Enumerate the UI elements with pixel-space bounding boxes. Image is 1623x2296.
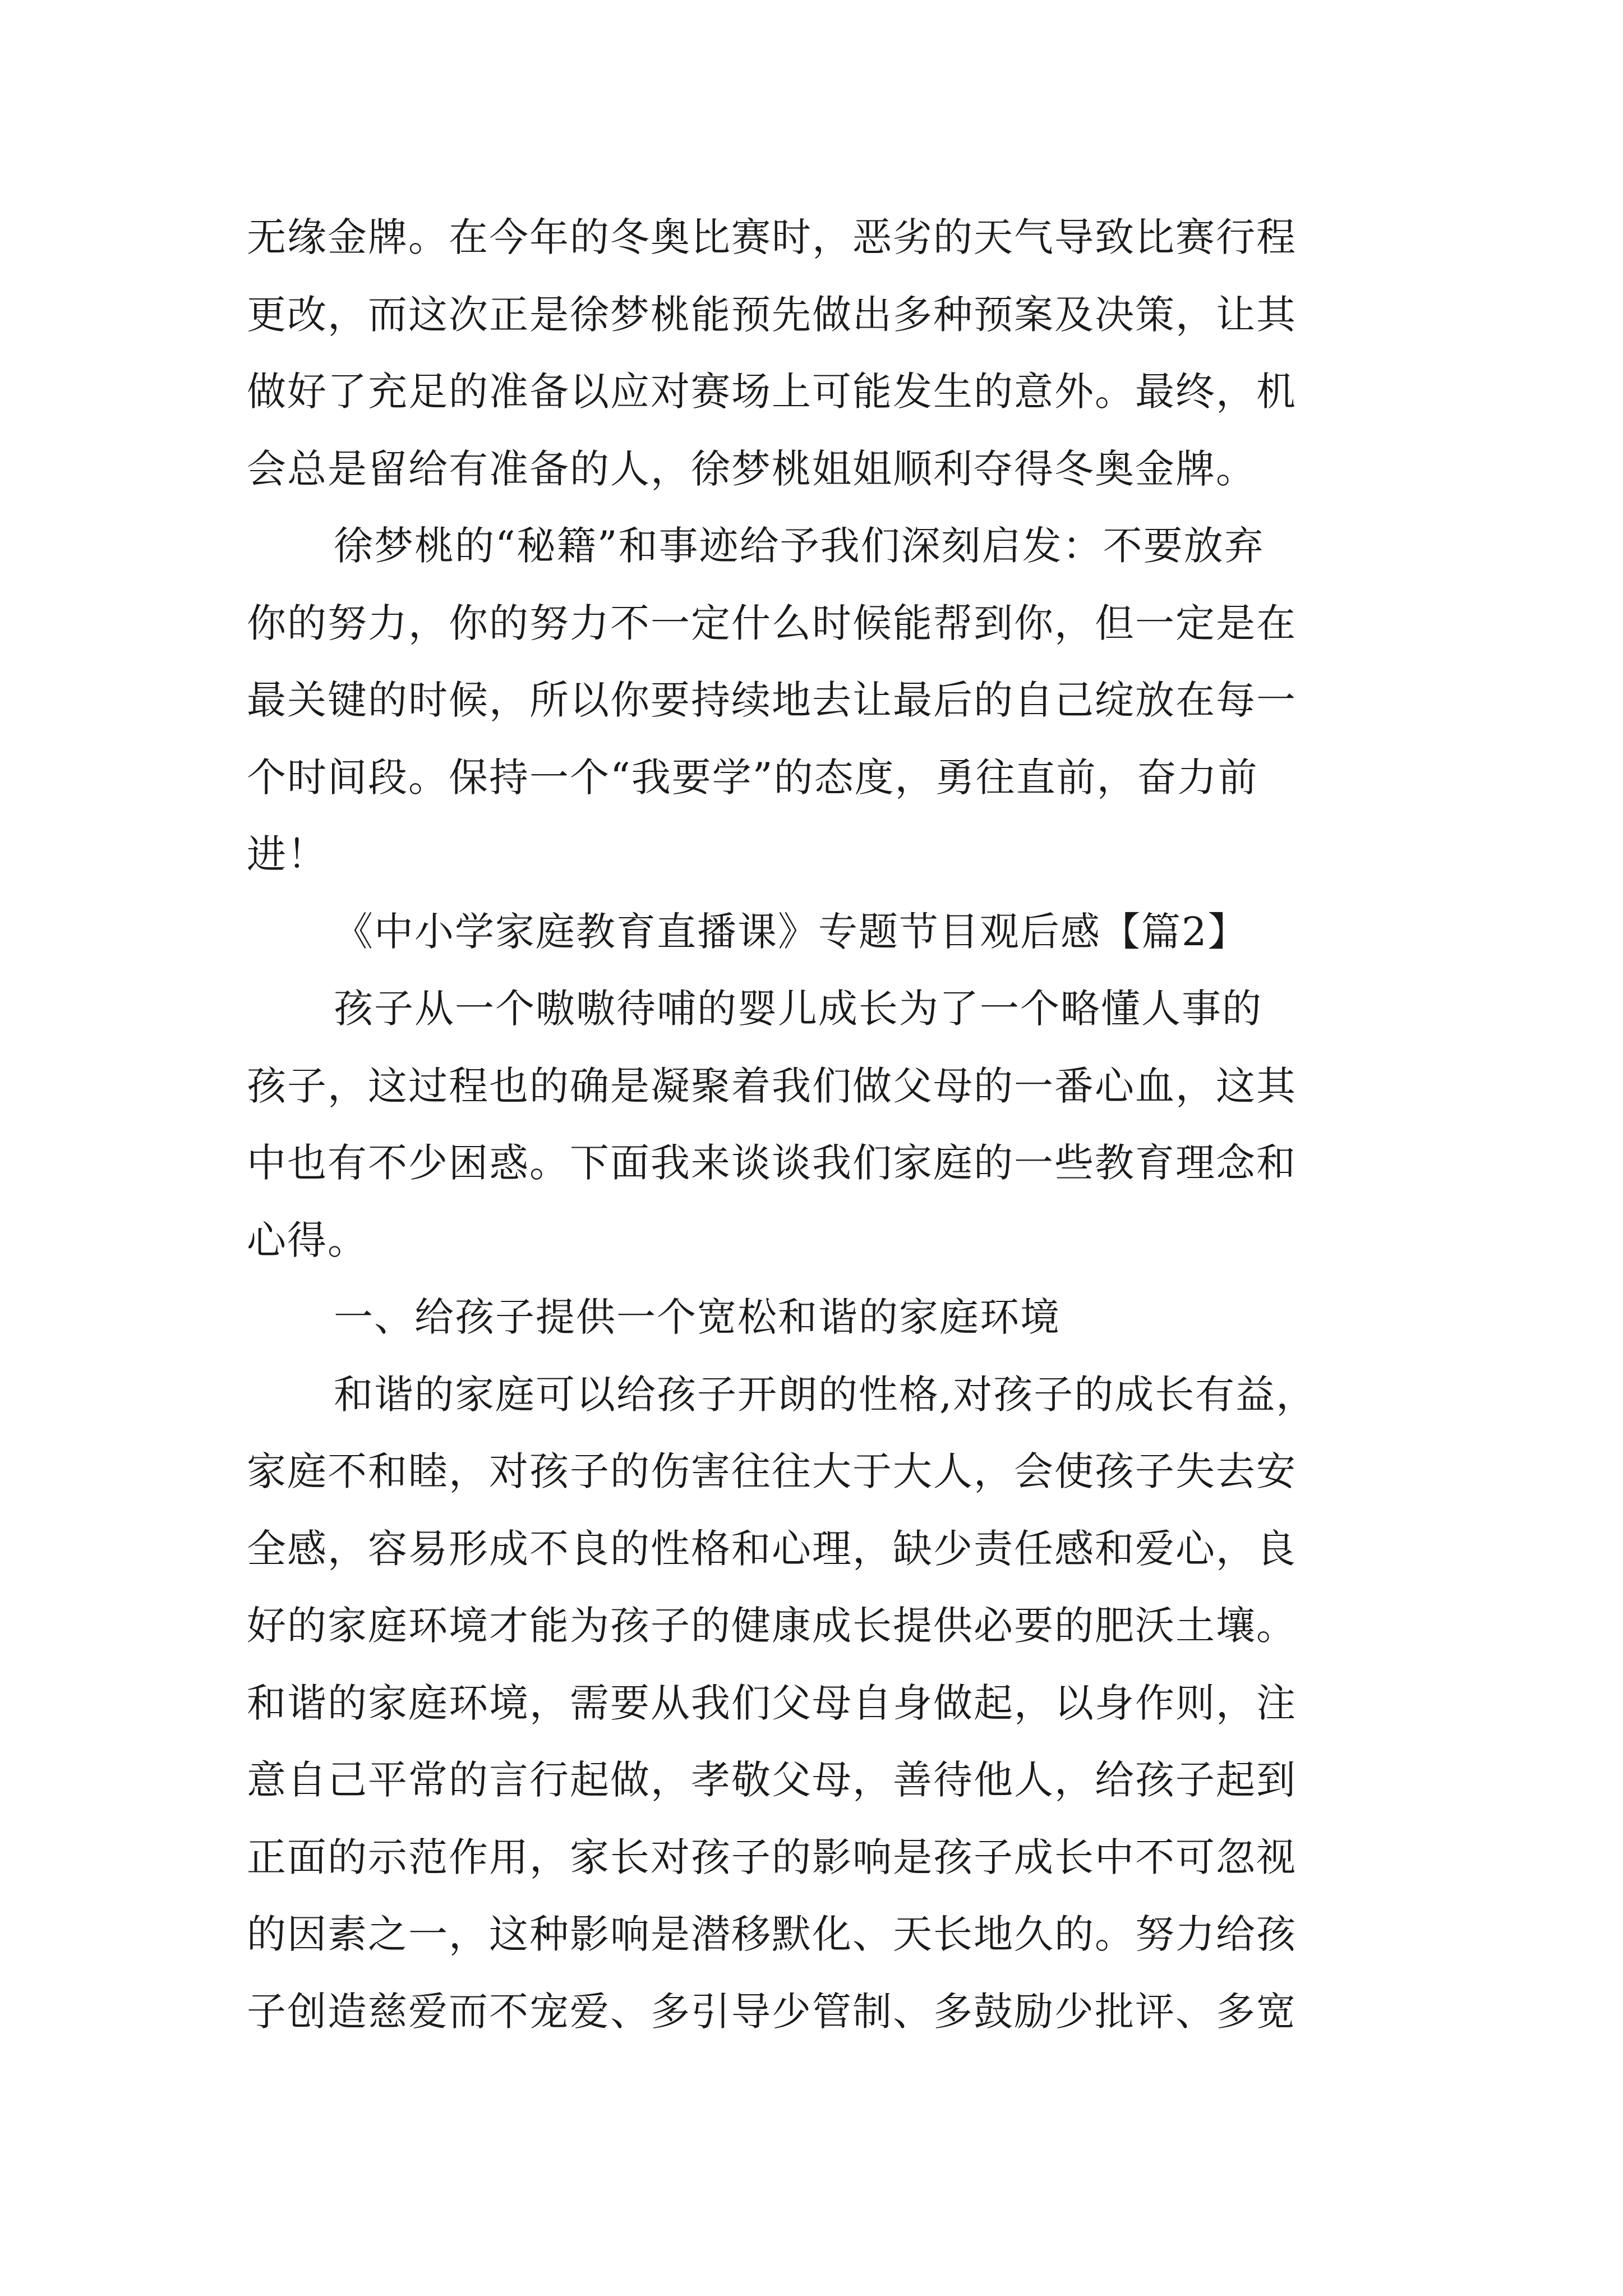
text-line: 意自己平常的言行起做，孝敬父母，善待他人，给孩子起到	[247, 1757, 1297, 1803]
subsection-heading: 一、给孩子提供一个宽松和谐的家庭环境	[334, 1294, 1061, 1340]
text-line: 心得。	[247, 1217, 368, 1263]
document-body	[247, 199, 1391, 2050]
text-line: 正面的示范作用，家长对孩子的影响是孩子成长中不可忽视	[247, 1834, 1297, 1880]
text-line: 进！	[247, 831, 328, 877]
text-line: 和谐的家庭环境，需要从我们父母自身做起，以身作则，注	[247, 1680, 1297, 1726]
text-line: 的因素之一，这种影响是潜移默化、天长地久的。努力给孩	[247, 1911, 1297, 1957]
paragraph-start-line: 徐梦桃的“秘籍”和事迹给予我们深刻启发：不要放弃	[334, 523, 1265, 569]
text-line: 做好了充足的准备以应对赛场上可能发生的意外。最终，机	[247, 369, 1297, 415]
text-line: 家庭不和睦，对孩子的伤害往往大于大人，会使孩子失去安	[247, 1448, 1297, 1494]
paragraph-start-line: 孩子从一个嗷嗷待哺的婴儿成长为了一个略懂人事的	[334, 986, 1262, 1032]
text-line: 中也有不少困惑。下面我来谈谈我们家庭的一些教育理念和	[247, 1140, 1297, 1186]
text-line: 子创造慈爱而不宠爱、多引导少管制、多鼓励少批评、多宽	[247, 1988, 1297, 2035]
paragraph-start-line: 和谐的家庭可以给孩子开朗的性格,对孩子的成长有益，	[334, 1371, 1317, 1418]
section-title: 《中小学家庭教育直播课》专题节目观后感【篇2】	[334, 908, 1248, 955]
text-line: 好的家庭环境才能为孩子的健康成长提供必要的肥沃土壤。	[247, 1603, 1297, 1649]
text-line: 更改，而这次正是徐梦桃能预先做出多种预案及决策，让其	[247, 291, 1297, 338]
text-line: 全感，容易形成不良的性格和心理，缺少责任感和爱心，良	[247, 1525, 1297, 1572]
text-line: 你的努力，你的努力不一定什么时候能帮到你，但一定是在	[247, 600, 1297, 646]
text-line: 会总是留给有准备的人，徐梦桃姐姐顺利夺得冬奥金牌。	[247, 445, 1256, 492]
text-line: 孩子，这过程也的确是凝聚着我们做父母的一番心血，这其	[247, 1062, 1297, 1109]
text-line: 无缘金牌。在今年的冬奥比赛时，恶劣的天气导致比赛行程	[247, 214, 1297, 260]
text-line: 最关键的时候，所以你要持续地去让最后的自己绽放在每一	[247, 677, 1297, 723]
text-line: 个时间段。保持一个“我要学”的态度，勇往直前，奋力前	[247, 754, 1258, 800]
